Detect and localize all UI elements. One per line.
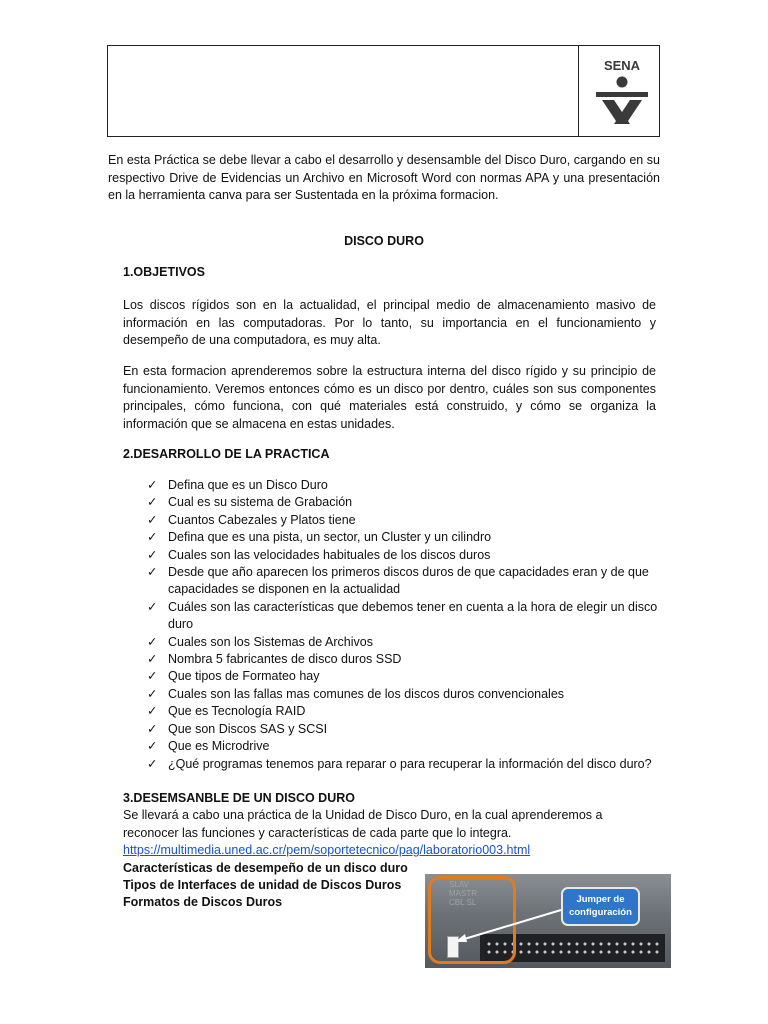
checklist-item (147, 668, 659, 685)
checklist-item-text: ¿Qué programas tenemos para reparar o para recuperar la información del disco duro? (168, 756, 652, 771)
check-icon: ✓ (147, 547, 158, 562)
checklist-item (147, 564, 659, 599)
intro-paragraph: En esta Práctica se debe llevar a cabo el desarrollo y desensamble del Disco Duro, cargando en su respectivo Drive de Evidencias un Archivo en Microsoft Word con normas APA y una presentación en la herramienta canva para ser Sustentada en la próxima formacion. (108, 153, 660, 202)
hard-drive-jumper-photo (425, 874, 671, 968)
checklist-item-text: Cuales son los Sistemas de Archivos (168, 634, 373, 649)
objectives-paragraph-2: En esta formacion aprenderemos sobre la estructura interna del disco rígido y su principio de funcionamiento. Veremos entonces cómo es un disco por dentro, cuáles son sus componentes principales, cómo funciona, con qué materiales está construido, y cómo se organiza la información que se almacena en estas unidades. (123, 364, 656, 431)
checklist-item-text: Cuáles son las características que debemos tener en cuenta a la hora de elegir un disco duro (168, 599, 658, 632)
checklist-item-text: Cuales son las velocidades habituales de los discos duros (168, 547, 491, 562)
checklist-item-text: Que tipos de Formateo hay (168, 669, 320, 684)
check-icon: ✓ (147, 756, 158, 771)
check-icon: ✓ (147, 512, 158, 527)
development-heading: 2.DESARROLLO DE LA PRACTICA (123, 447, 330, 461)
etched-label: SLAV MASTR CBL SL (449, 880, 477, 907)
sena-logo-icon (592, 56, 652, 126)
checklist-item (147, 721, 659, 738)
objectives-heading: 1.OBJETIVOS (123, 265, 205, 279)
checklist-item-text: Defina que es un Disco Duro (168, 478, 328, 492)
checklist-item-text: Defina que es una pista, un sector, un Cluster y un cilindro (168, 530, 492, 545)
document-header (107, 45, 660, 137)
check-icon: ✓ (147, 565, 158, 580)
checklist-item (147, 599, 659, 634)
topic-interfaces: Tipos de Interfaces de unidad de Discos Duros (123, 878, 402, 892)
check-icon: ✓ (147, 686, 158, 701)
checklist-item (147, 738, 659, 755)
checklist-item (147, 756, 659, 773)
check-icon: ✓ (147, 704, 158, 719)
check-icon: ✓ (147, 599, 158, 614)
checklist-item (147, 634, 659, 651)
checklist-item-text: Cual es su sistema de Grabación (168, 495, 353, 510)
checklist-item-text: Cuantos Cabezales y Platos tiene (168, 512, 356, 527)
checklist-item-text: Desde que año aparecen los primeros discos duros de que capacidades eran y de que capacidades se disponen en la actualidad (168, 565, 649, 597)
disassembly-paragraph: Se llevará a cabo una práctica de la Unidad de Disco Duro, en la cual aprenderemos a reconocer las funciones y características de cada parte que lo integra. (123, 808, 603, 840)
check-icon: ✓ (147, 530, 158, 545)
check-icon: ✓ (147, 721, 158, 736)
checklist-item (147, 651, 659, 668)
objectives-paragraph-1: Los discos rígidos son en la actualidad, el principal medio de almacenamiento masivo de información en las computadoras. Por lo tanto, su importancia en el funcionamiento y desempeño de una computadora, es muy alta. (123, 298, 656, 347)
check-icon: ✓ (147, 478, 158, 492)
question-checklist (147, 477, 659, 773)
checklist-item (147, 529, 659, 546)
check-icon: ✓ (147, 652, 158, 667)
checklist-item-text: Nombra 5 fabricantes de disco duros SSD (168, 652, 402, 667)
check-icon: ✓ (147, 739, 158, 754)
checklist-item (147, 512, 659, 529)
checklist-item (147, 703, 659, 720)
checklist-item (147, 686, 659, 703)
logo-text: SENA (603, 58, 641, 73)
checklist-item (147, 477, 659, 494)
disassembly-heading: 3.DESEMSANBLE DE UN DISCO DURO (123, 791, 355, 805)
jumper-callout: Jumper de configuración (561, 887, 640, 926)
document-title: DISCO DURO (344, 234, 424, 248)
check-icon: ✓ (147, 634, 158, 649)
topic-performance: Características de desempeño de un disco duro (123, 861, 408, 875)
topic-formats: Formatos de Discos Duros (123, 895, 283, 909)
header-divider (578, 46, 579, 136)
checklist-item (147, 547, 659, 564)
check-icon: ✓ (147, 669, 158, 684)
checklist-item-text: Que es Tecnología RAID (168, 704, 306, 719)
checklist-item-text: Que es Microdrive (168, 739, 270, 754)
checklist-item-text: Cuales son las fallas mas comunes de los discos duros convencionales (168, 686, 565, 701)
check-icon: ✓ (147, 495, 158, 510)
checklist-item (147, 494, 659, 511)
checklist-item-text: Que son Discos SAS y SCSI (168, 721, 328, 736)
reference-link[interactable]: https://multimedia.uned.ac.cr/pem/soportetecnico/pag/laboratorio003.html (123, 843, 531, 857)
